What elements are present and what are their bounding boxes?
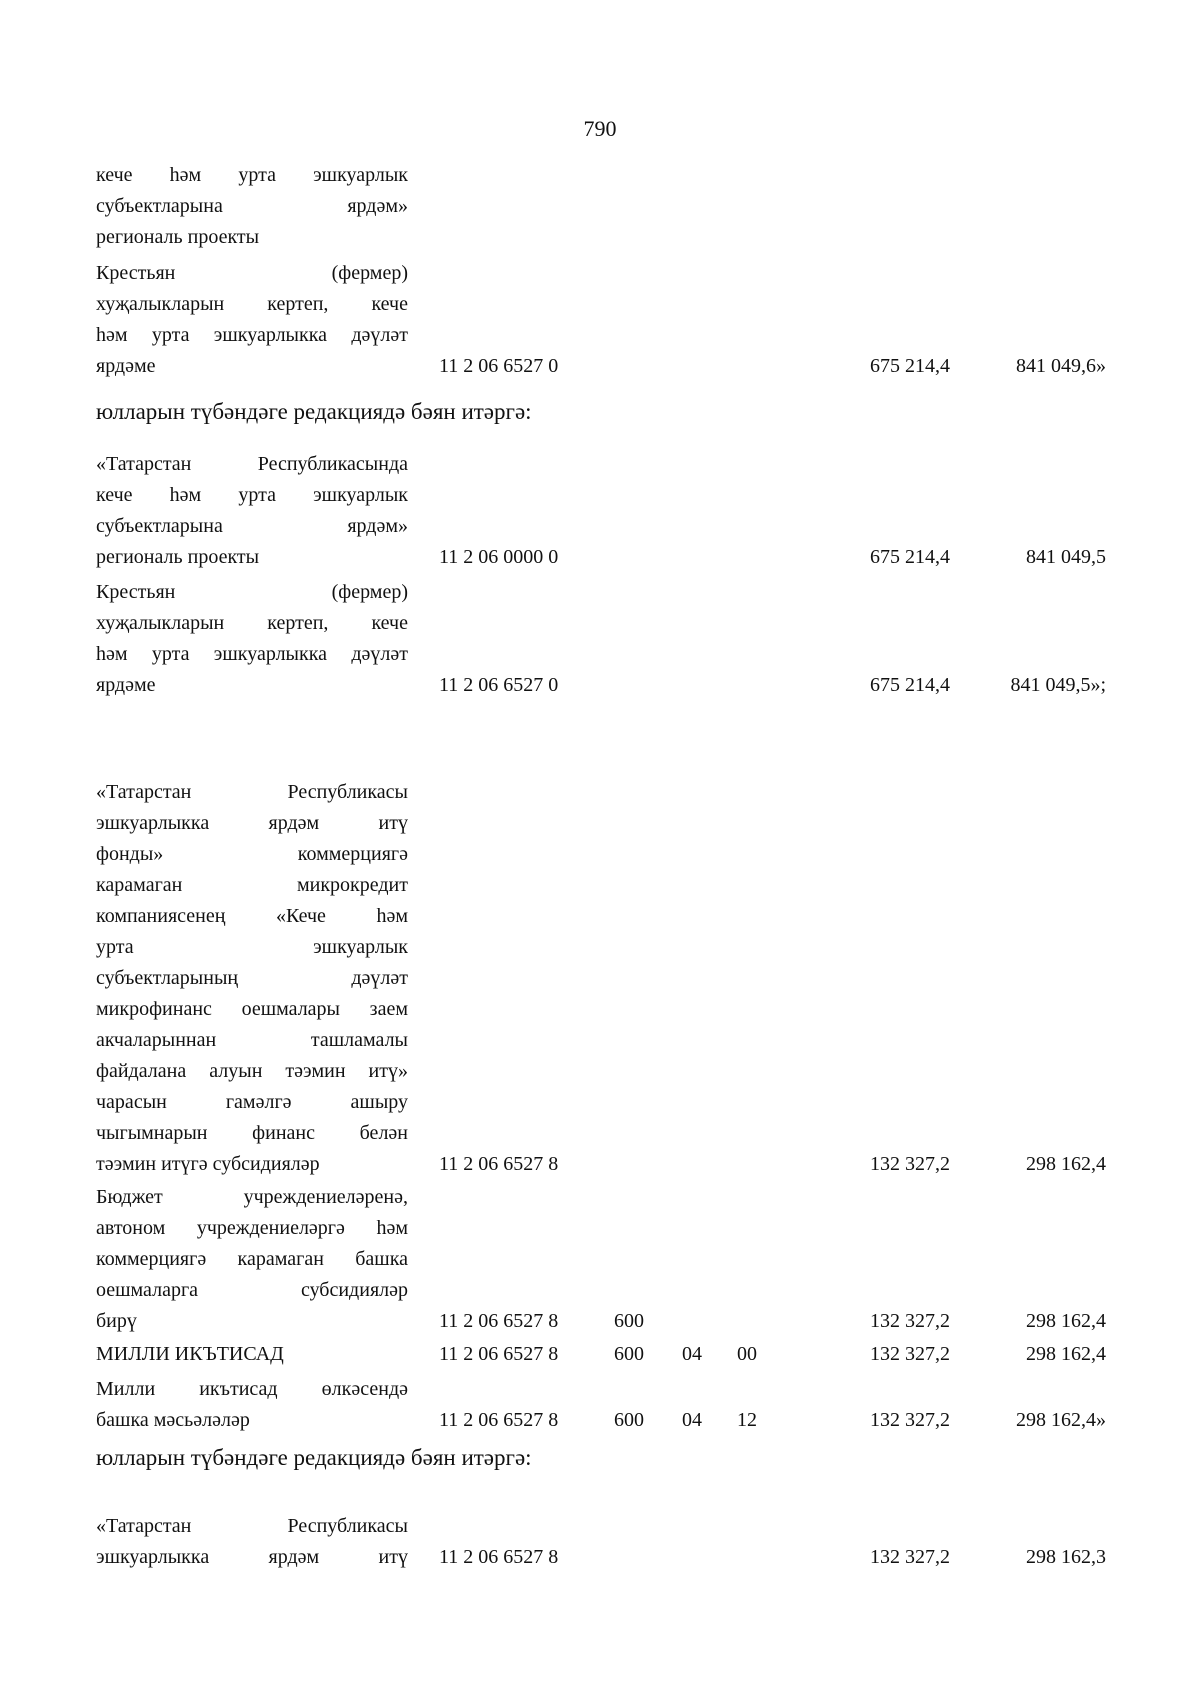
desc-line: субъектларына ярдәм»	[96, 515, 408, 537]
desc-line: һәм урта эшкуарлыкка дәүләт	[96, 324, 408, 346]
section-code: 04	[682, 1409, 702, 1431]
row-description	[96, 449, 408, 573]
expense-type: 600	[614, 1343, 644, 1365]
page-number: 790	[583, 116, 617, 141]
row-description	[96, 258, 408, 382]
value-year-2: 298 162,4	[1026, 1343, 1106, 1365]
desc-line: автоном учреждениеләргә һәм	[96, 1217, 408, 1239]
desc-line: хуҗалыкларын кертеп, кече	[96, 612, 408, 634]
desc-line: субъектларына ярдәм»	[96, 195, 408, 217]
desc-line: МИЛЛИ ИКЪТИСАД	[96, 1343, 284, 1365]
desc-line: Бюджет учреждениеләренә,	[96, 1186, 408, 1208]
desc-line: хуҗалыкларын кертеп, кече	[96, 293, 408, 315]
desc-line: урта эшкуарлык	[96, 936, 408, 958]
desc-line: кече һәм урта эшкуарлык	[96, 484, 408, 506]
target-code: 11 2 06 6527 0	[439, 674, 559, 696]
row-description	[96, 1339, 408, 1370]
expense-type: 600	[614, 1409, 644, 1431]
desc-line: оешмаларга субсидияләр	[96, 1279, 408, 1301]
desc-line: Крестьян (фермер)	[96, 262, 408, 284]
desc-line: коммерциягә карамаган башка	[96, 1248, 408, 1270]
value-year-2: 841 049,5»;	[1010, 674, 1106, 696]
value-year-1: 675 214,4	[870, 546, 950, 568]
desc-line: региональ проекты	[96, 546, 260, 568]
desc-line: эшкуарлыкка ярдәм итү	[96, 812, 408, 834]
expense-type: 600	[614, 1310, 644, 1332]
desc-line: «Татарстан Республикасы	[96, 1515, 408, 1537]
row-description	[96, 1374, 408, 1436]
desc-line: кече һәм урта эшкуарлык	[96, 164, 408, 186]
desc-line: чыгымнарын финанс белән	[96, 1122, 408, 1144]
target-code: 11 2 06 6527 0	[439, 355, 559, 377]
value-year-2: 841 049,5	[1026, 546, 1106, 568]
desc-line: эшкуарлыкка ярдәм итү	[96, 1546, 408, 1568]
row-description	[96, 777, 408, 1180]
target-code: 11 2 06 0000 0	[439, 546, 559, 568]
desc-line: «Татарстан Республикасында	[96, 453, 408, 475]
section-code: 04	[682, 1343, 702, 1365]
value-year-1: 675 214,4	[870, 355, 950, 377]
value-year-2: 298 162,3	[1026, 1546, 1106, 1568]
row-description	[96, 1511, 408, 1573]
desc-line: ярдәме	[96, 355, 156, 377]
value-year-2: 298 162,4	[1026, 1153, 1106, 1175]
desc-line: «Татарстан Республикасы	[96, 781, 408, 803]
desc-line: тәэмин итүгә субсидияләр	[96, 1153, 320, 1175]
value-year-2: 841 049,6»	[1016, 355, 1106, 377]
row-description	[96, 577, 408, 701]
desc-line: Крестьян (фермер)	[96, 581, 408, 603]
subsection-code: 00	[737, 1343, 757, 1365]
desc-line: субъектларының дәүләт	[96, 967, 408, 989]
row-description	[96, 1182, 408, 1337]
value-year-1: 132 327,2	[870, 1546, 950, 1568]
desc-line: башка мәсьәләләр	[96, 1409, 250, 1431]
instruction-heading: юлларын түбәндәге редакциядә бәян итәргә:	[96, 1445, 532, 1470]
desc-line: региональ проекты	[96, 226, 260, 248]
instruction-heading: юлларын түбәндәге редакциядә бәян итәргә:	[96, 399, 532, 424]
desc-line: бирү	[96, 1310, 137, 1332]
value-year-2: 298 162,4»	[1016, 1409, 1106, 1431]
desc-line: файдалана алуын тәэмин итү»	[96, 1060, 408, 1082]
target-code: 11 2 06 6527 8	[439, 1409, 559, 1431]
value-year-1: 132 327,2	[870, 1153, 950, 1175]
desc-line: ярдәме	[96, 674, 156, 696]
row-description	[96, 160, 408, 253]
target-code: 11 2 06 6527 8	[439, 1546, 559, 1568]
desc-line: фонды» коммерциягә	[96, 843, 408, 865]
target-code: 11 2 06 6527 8	[439, 1310, 559, 1332]
desc-line: компаниясенең «Кече һәм	[96, 905, 408, 927]
value-year-2: 298 162,4	[1026, 1310, 1106, 1332]
desc-line: акчаларыннан ташламалы	[96, 1029, 408, 1051]
desc-line: Милли икътисад өлкәсендә	[96, 1378, 408, 1400]
desc-line: һәм урта эшкуарлыкка дәүләт	[96, 643, 408, 665]
value-year-1: 132 327,2	[870, 1343, 950, 1365]
target-code: 11 2 06 6527 8	[439, 1153, 559, 1175]
subsection-code: 12	[737, 1409, 757, 1431]
value-year-1: 132 327,2	[870, 1409, 950, 1431]
target-code: 11 2 06 6527 8	[439, 1343, 559, 1365]
desc-line: карамаган микрокредит	[96, 874, 408, 896]
desc-line: чарасын гамәлгә ашыру	[96, 1091, 408, 1113]
value-year-1: 132 327,2	[870, 1310, 950, 1332]
desc-line: микрофинанс оешмалары заем	[96, 998, 408, 1020]
value-year-1: 675 214,4	[870, 674, 950, 696]
